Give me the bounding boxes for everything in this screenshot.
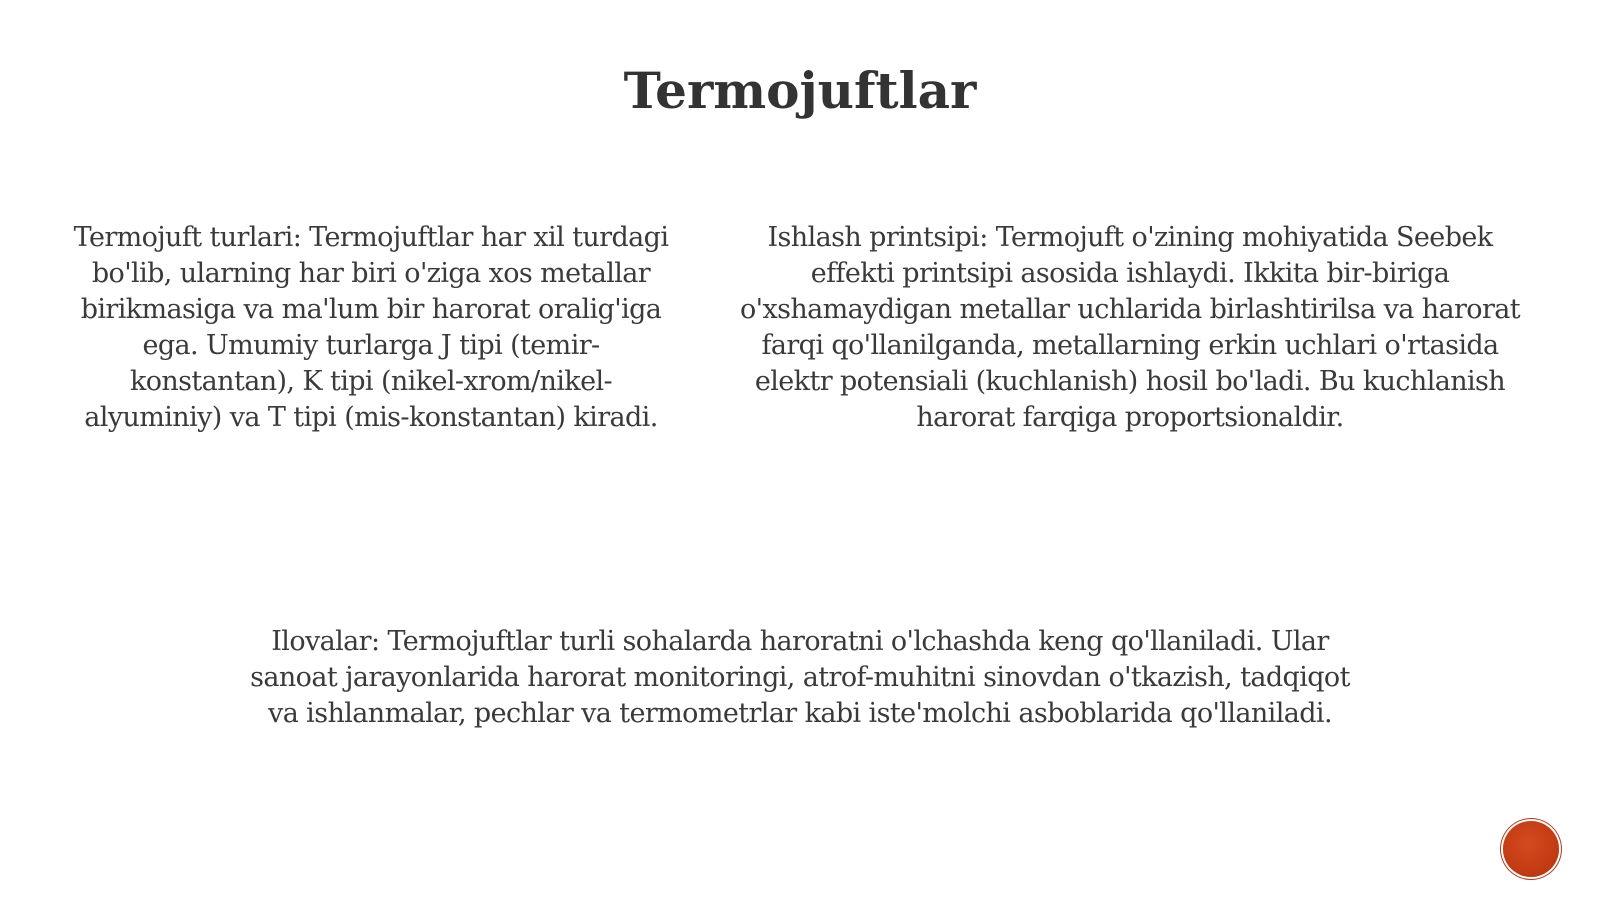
next-slide-button[interactable] [1503,821,1559,877]
paragraph-principle: Ishlash printsipi: Termojuft o'zining mohiyatida Seebek effekti printsipi asosida ishlaydi. Ikkita bir-biriga o'xshamaydigan metallar uchlarida birlashtirilsa va harorat farqi qo'llanilganda, metallarning erkin uchlari o'rtasida elektr potensiali (kuchlanish) hosil bo'ladi. Bu kuchlanish harorat farqiga proportsionaldir. [739,222,1521,433]
slide-title: Termojuftlar [623,61,977,120]
paragraph-applications: Ilovalar: Termojuftlar turli sohalarda haroratni o'lchashda keng qo'llaniladi. Ular sanoat jarayonlarida harorat monitoringi, atrof-muhitni sinovdan o'tkazish, tadqiqot va ishlanmalar, pechlar va termometrlar kabi iste'molchi asboblarida qo'llaniladi. [250,626,1350,729]
paragraph-types: Termojuft turlari: Termojuftlar har xil turdagi bo'lib, ularning har biri o'ziga xos metallar birikmasiga va ma'lum bir harorat oralig'iga ega. Umumiy turlarga J tipi (temir-konstantan), K tipi (nikel-xrom/nikel-alyuminiy) va T tipi (mis-konstantan) kiradi. [73,222,669,433]
